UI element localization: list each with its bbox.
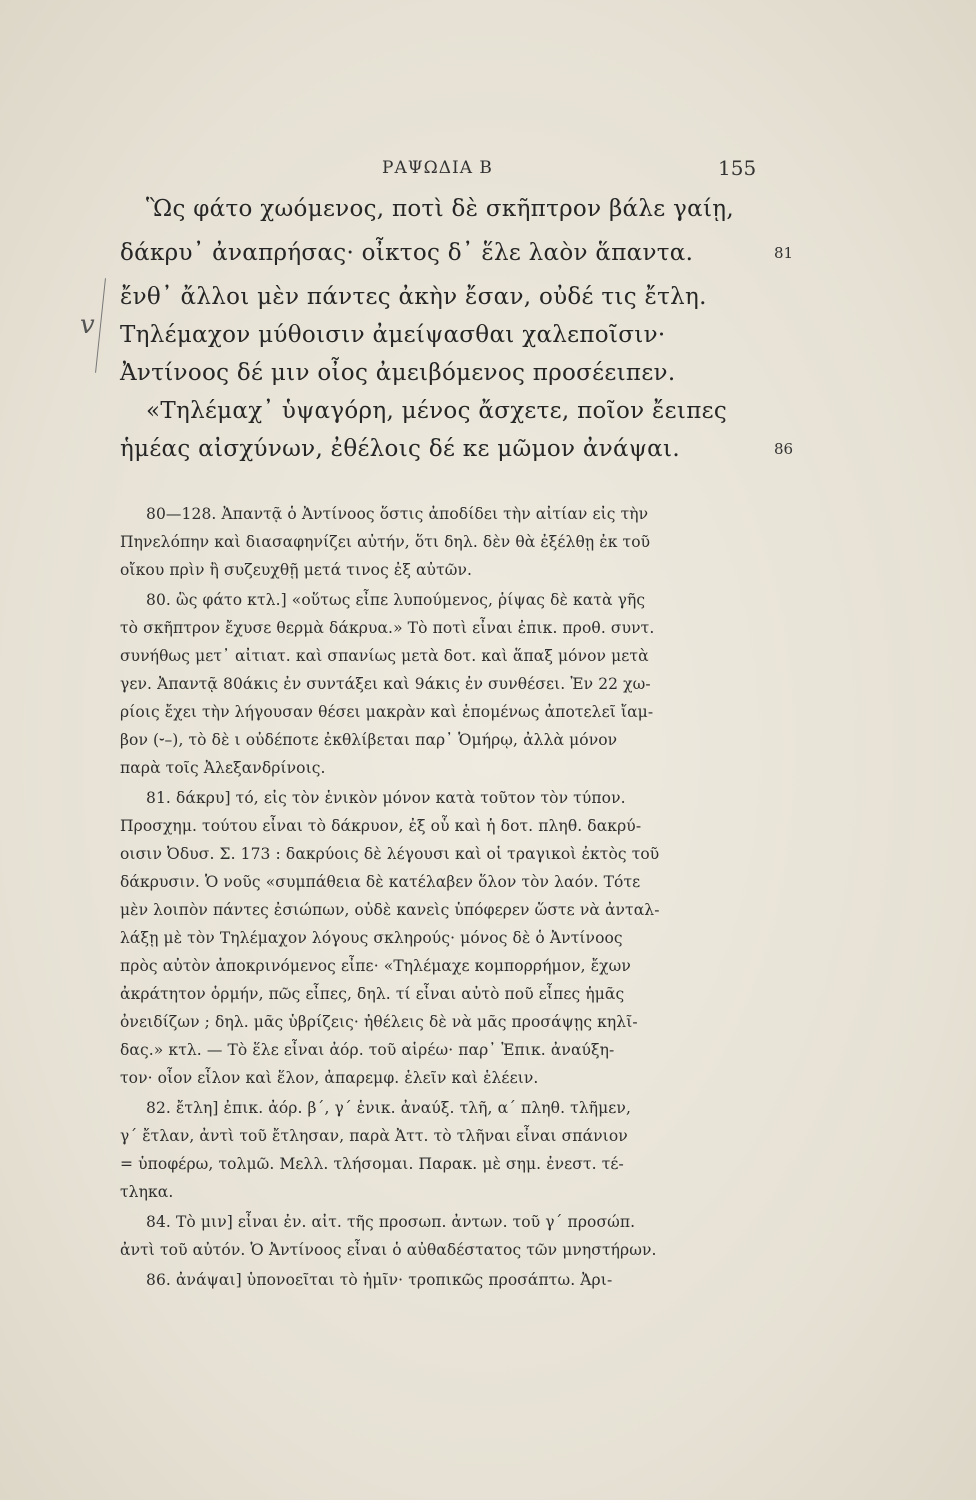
commentary-line: τον· οἷον εἷλον καὶ ἕλον, ἀπαρεμφ. ἑλεῖν καὶ ἑλέειν.	[120, 1069, 539, 1087]
commentary-line: 82. ἔτλη] ἐπικ. ἀόρ. β΄, γ΄ ἑνικ. ἀναύξ. τλῆ, α΄ πληθ. τλῆμεν,	[146, 1099, 631, 1117]
commentary-line: λάξῃ μὲ τὸν Τηλέμαχον λόγους σκληρούς· μόνος δὲ ὁ Ἀντίνοος	[120, 929, 623, 947]
verse-line: ἔνθ᾽ ἄλλοι μὲν πάντες ἀκὴν ἔσαν, οὐδέ τις ἔτλη.	[120, 284, 707, 310]
commentary-line: γεν. Ἀπαντᾷ 80άκις ἐν συντάξει καὶ 9άκις ἐν συνθέσει. Ἐν 22 χω-	[120, 675, 651, 693]
page-header	[0, 158, 976, 188]
commentary-line: τληκα.	[120, 1183, 174, 1201]
margin-pencil-line	[95, 278, 106, 373]
commentary-line: τὸ σκῆπτρον ἔχυσε θερμὰ δάκρυα.» Τὸ ποτὶ εἶναι ἐπικ. προθ. συντ.	[120, 619, 655, 637]
commentary-line: ἀντὶ τοῦ αὐτόν. Ὁ Ἀντίνοος εἶναι ὁ αὐθαδέστατος τῶν μνηστήρων.	[120, 1241, 657, 1259]
margin-note: v	[80, 310, 95, 340]
commentary-line: γ΄ ἔτλαν, ἀντὶ τοῦ ἔτλησαν, παρὰ Ἀττ. τὸ τλῆναι εἶναι σπάνιον	[120, 1127, 628, 1145]
commentary-line: μὲν λοιπὸν πάντες ἐσιώπων, οὐδὲ κανεὶς ὑπόφερεν ὥστε νὰ ἀνταλ-	[120, 901, 660, 919]
commentary-line: 86. ἀνάψαι] ὑπονοεῖται τὸ ἡμῖν· τροπικῶς προσάπτω. Ἀρι-	[146, 1271, 613, 1289]
commentary-line: δάκρυσιν. Ὁ νοῦς «συμπάθεια δὲ κατέλαβεν ὅλον τὸν λαόν. Τότε	[120, 873, 641, 891]
commentary-line: 80. ὣς φάτο κτλ.] «οὕτως εἶπε λυπούμενος, ῥίψας δὲ κατὰ γῆς	[146, 591, 646, 609]
commentary-line: 80—128. Ἀπαντᾷ ὁ Ἀντίνοος ὅστις ἀποδίδει τὴν αἰτίαν εἰς τὴν	[146, 505, 649, 523]
commentary-line: συνήθως μετ᾽ αἰτιατ. καὶ σπανίως μετὰ δοτ. καὶ ἅπαξ μόνον μετὰ	[120, 647, 649, 665]
verse-line: δάκρυ᾽ ἀναπρήσας· οἶκτος δ᾽ ἕλε λαὸν ἅπαντα.	[120, 240, 694, 266]
page-number: 155	[718, 156, 757, 180]
verse-line: «Τηλέμαχ᾽ ὑψαγόρη, μένος ἄσχετε, ποῖον ἔειπες	[146, 398, 728, 424]
line-number: 81	[774, 244, 794, 262]
running-head: ΡΑΨΩΔΙΑ Β	[382, 158, 493, 178]
commentary-line: ὀνειδίζων ; δηλ. μᾶς ὑβρίζεις· ἠθέλεις δὲ νὰ μᾶς προσάψῃς κηλῖ-	[120, 1013, 638, 1031]
line-number: 86	[774, 440, 794, 458]
commentary-line: 84. Τὸ μιν] εἶναι ἐν. αἰτ. τῆς προσωπ. ἀντων. τοῦ γ΄ προσώπ.	[146, 1213, 636, 1231]
verse-line: Ἀντίνοος δέ μιν οἶος ἀμειβόμενος προσέειπεν.	[120, 360, 676, 386]
commentary-line: = ὑποφέρω, τολμῶ. Μελλ. τλήσομαι. Παρακ. μὲ σημ. ἐνεστ. τέ-	[120, 1155, 624, 1173]
commentary-line: οἴκου πρὶν ἢ συζευχθῇ μετά τινος ἐξ αὐτῶν.	[120, 561, 473, 579]
commentary-line: οισιν Ὀδυσ. Σ. 173 : δακρύοις δὲ λέγουσι καὶ οἱ τραγικοὶ ἐκτὸς τοῦ	[120, 845, 660, 863]
commentary-line: Προσχημ. τούτου εἶναι τὸ δάκρυον, ἐξ οὗ καὶ ἡ δοτ. πληθ. δακρύ-	[120, 817, 642, 835]
verse-line: Τηλέμαχον μύθοισιν ἀμείψασθαι χαλεποῖσιν·	[120, 322, 666, 348]
commentary-line: παρὰ τοῖς Ἀλεξανδρίνοις.	[120, 759, 326, 777]
verse-line: ἡμέας αἰσχύνων, ἐθέλοις δέ κε μῶμον ἀνάψαι.	[120, 436, 680, 462]
commentary-line: πρὸς αὐτὸν ἀποκρινόμενος εἶπε· «Τηλέμαχε κομπορρήμον, ἔχων	[120, 957, 631, 975]
commentary-line: Πηνελόπην καὶ διασαφηνίζει αὐτήν, ὅτι δηλ. δὲν θὰ ἐξέλθῃ ἐκ τοῦ	[120, 533, 651, 551]
commentary-line: 81. δάκρυ] τό, εἰς τὸν ἑνικὸν μόνον κατὰ τοῦτον τὸν τύπον.	[146, 789, 626, 807]
commentary-line: ρίοις ἔχει τὴν λήγουσαν θέσει μακρὰν καὶ ἑπομένως ἀποτελεῖ ἴαμ-	[120, 703, 654, 721]
commentary-line: ἀκράτητον ὁρμήν, πῶς εἶπες, δηλ. τί εἶναι αὐτὸ ποῦ εἶπες ἡμᾶς	[120, 985, 625, 1003]
commentary-line: βον (⏑–), τὸ δὲ ι οὐδέποτε ἐκθλίβεται παρ᾽ Ὁμήρῳ, ἀλλὰ μόνον	[120, 731, 618, 749]
verse-line: Ὣς φάτο χωόμενος, ποτὶ δὲ σκῆπτρον βάλε γαίῃ,	[146, 196, 734, 222]
commentary-line: δας.» κτλ. — Τὸ ἕλε εἶναι ἀόρ. τοῦ αἱρέω· παρ᾽ Ἐπικ. ἀναύξη-	[120, 1041, 615, 1059]
